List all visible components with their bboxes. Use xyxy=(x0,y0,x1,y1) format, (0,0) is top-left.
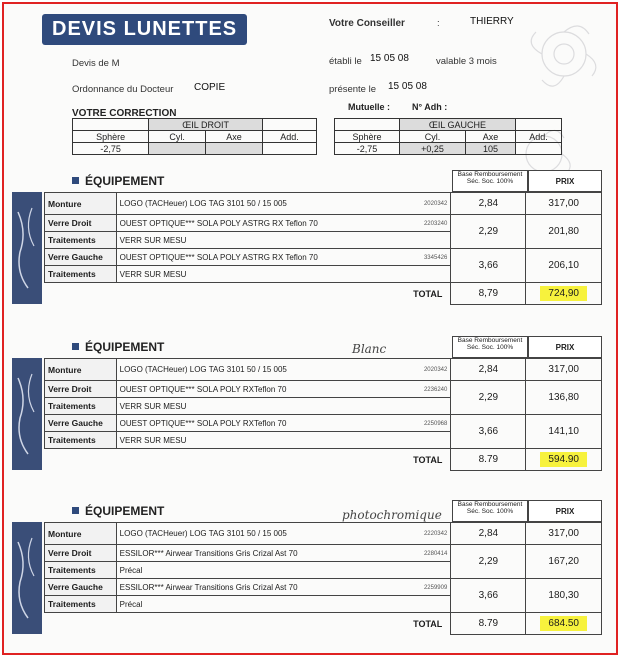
prix-header: PRIX xyxy=(528,336,602,358)
table-row xyxy=(45,545,602,562)
verre-gauche-desc: OUEST OPTIQUE*** SOLA POLY ASTRG RX Teflon 70 xyxy=(119,252,318,262)
gauche-cyl: +0,25 xyxy=(400,143,466,155)
monture-base: 2,84 xyxy=(451,193,526,215)
droit-prix: 167,20 xyxy=(526,545,602,579)
monture-code: 2020342 xyxy=(423,201,448,207)
droit-base: 2,29 xyxy=(451,545,526,579)
droit-cyl xyxy=(149,143,206,155)
gauche-add xyxy=(515,143,561,155)
total-base: 8.79 xyxy=(451,613,526,635)
row-label-verre-droit: Verre Droit xyxy=(45,215,117,232)
row-label-traitements: Traitements xyxy=(45,596,117,613)
table-row xyxy=(45,215,602,232)
adh-label: N° Adh : xyxy=(412,102,448,112)
equipement-label: ÉQUIPEMENT xyxy=(85,174,165,188)
table-row xyxy=(45,249,602,266)
bullet-square-icon xyxy=(72,507,79,514)
table-row xyxy=(45,381,602,398)
gauche-base: 3,66 xyxy=(451,579,526,613)
mutuelle-label: Mutuelle : xyxy=(348,102,390,112)
gauche-base: 3,66 xyxy=(451,249,526,283)
valable-label: valable 3 mois xyxy=(436,56,497,67)
row-label-traitements: Traitements xyxy=(45,232,117,249)
equipement-section xyxy=(12,500,602,655)
monture-prix: 317,00 xyxy=(526,359,602,381)
row-label-traitements: Traitements xyxy=(45,266,117,283)
monture-desc: LOGO (TACHeuer) LOG TAG 3101 50 / 15 005 xyxy=(119,199,287,208)
page-title: DEVIS LUNETTES xyxy=(42,14,247,45)
monture-base: 2,84 xyxy=(451,359,526,381)
monture-prix: 317,00 xyxy=(526,193,602,215)
row-label-verre-gauche: Verre Gauche xyxy=(45,579,117,596)
verre-droit-desc: ESSILOR*** Airwear Transitions Gris Crizal Ast 70 xyxy=(119,548,298,558)
droit-prix: 136,80 xyxy=(526,381,602,415)
monture-prix: 317,00 xyxy=(526,523,602,545)
side-illustration xyxy=(12,522,42,634)
base-header: Base Remboursement Séc. Soc. 100% xyxy=(452,500,528,522)
col-axe: Axe xyxy=(466,131,516,143)
monture-desc: LOGO (TACHeuer) LOG TAG 3101 50 / 15 005 xyxy=(119,529,287,538)
correction-droit-table xyxy=(72,118,317,155)
equipement-label: ÉQUIPEMENT xyxy=(85,504,165,518)
presente-label: présente le xyxy=(329,84,377,95)
verre-droit-desc: OUEST OPTIQUE*** SOLA POLY ASTRG RX Teflon 70 xyxy=(119,218,318,228)
prix-header: PRIX xyxy=(528,500,602,522)
row-label-monture: Monture xyxy=(45,359,117,381)
traitement-gauche: VERR SUR MESU xyxy=(116,266,451,283)
conseiller-name: THIERRY xyxy=(470,16,514,27)
presente-date: 15 05 08 xyxy=(388,81,427,92)
droit-base: 2,29 xyxy=(451,381,526,415)
traitement-droit: Précal xyxy=(116,562,451,579)
gauche-prix: 206,10 xyxy=(526,249,602,283)
equipement-label: ÉQUIPEMENT xyxy=(85,340,165,354)
bullet-square-icon xyxy=(72,177,79,184)
traitement-gauche: VERR SUR MESU xyxy=(116,432,451,449)
gauche-base: 3,66 xyxy=(451,415,526,449)
bullet-square-icon xyxy=(72,343,79,350)
traitement-droit: VERR SUR MESU xyxy=(116,398,451,415)
monture-code: 2220342 xyxy=(423,531,448,537)
base-header: Base Remboursement Séc. Soc. 100% xyxy=(452,170,528,192)
traitement-droit: VERR SUR MESU xyxy=(116,232,451,249)
row-label-verre-droit: Verre Droit xyxy=(45,545,117,562)
verre-droit-desc: OUEST OPTIQUE*** SOLA POLY RXTeflon 70 xyxy=(119,384,287,394)
table-row xyxy=(45,359,602,381)
etabli-label: établi le xyxy=(329,56,362,67)
side-illustration xyxy=(12,358,42,470)
side-illustration xyxy=(12,192,42,304)
base-header: Base Remboursement Séc. Soc. 100% xyxy=(452,336,528,358)
document-frame: DEVIS LUNETTES Votre Conseiller : THIERRY Devis de M établi le 15 05 08 valable 3 mois Ordonnance du Docteur COPIE présente le 15 05 08 VOTRE CORRECTION Mutuelle : N° Adh : ŒIL DROIT Sphère Cyl. Axe Add. -2,75 ŒIL GAUCHE Sphère Cyl. Axe Add. -2,75 +0,25 105 ÉQUIPEMENT Base Remboursement Séc. Soc. 100% PRIX Monture LOGO (TACHeuer) LOG TAG 3101 50 / 15 005 2020342 2,84 317,00 Verre Droit OUEST OPTIQUE*** SOLA POLY ASTRG RX Teflon 70 2203240 2,29 201,80 Traitements VERR SUR MESU Verre Gauche OUEST OPTIQUE*** SOLA POLY ASTRG RX Teflon 70 3345426 3,66 206,10 Traitements VERR SUR MESU TOTAL 8,79 724,90 ÉQUIPEMENT Base Remboursement Séc. Soc. 100% PRIX Monture LOGO (TACHeuer) LOG TAG 3101 50 / 15 005 2020342 2,84 317,00 Verre Droit OUEST OPTIQUE*** SOLA POLY RXTeflon 70 2236240 2,29 136,80 Traitements VERR SUR MESU Verre Gauche OUEST OPTIQUE*** SOLA POLY RXTeflon 70 2250968 3,66 141,10 Traitements VERR SUR MESU TOTAL 8.79 594.90 Blanc ÉQUIPEMENT Base Remboursement Séc. Soc. 100% PRIX Monture LOGO (TACHeuer) LOG TAG 3101 50 / 15 005 2220342 2,84 317,00 Verre Droit ESSILOR*** Airwear Transitions Gris Crizal Ast 70 2280414 2,29 167,20 Traitements Précal Verre Gauche ESSILOR*** Airwear Transitions Gris Crizal Ast 70 2259909 3,66 180,30 Traitements Précal TOTAL 8.79 684.50 photochromique xyxy=(2,2,618,655)
droit-add xyxy=(262,143,316,155)
row-label-monture: Monture xyxy=(45,193,117,215)
total-base: 8,79 xyxy=(451,283,526,305)
total-prix: 724,90 xyxy=(540,286,587,301)
verre-gauche-code: 2259909 xyxy=(423,584,448,591)
row-label-verre-gauche: Verre Gauche xyxy=(45,249,117,266)
droit-prix: 201,80 xyxy=(526,215,602,249)
oeil-gauche-header: ŒIL GAUCHE xyxy=(400,119,516,131)
equipement-title xyxy=(72,340,164,354)
row-label-verre-gauche: Verre Gauche xyxy=(45,415,117,432)
equipement-title xyxy=(72,174,164,188)
glasses-icon xyxy=(14,532,40,622)
table-row xyxy=(45,193,602,215)
col-cyl: Cyl. xyxy=(149,131,206,143)
gauche-axe: 105 xyxy=(466,143,516,155)
gauche-sphere: -2,75 xyxy=(335,143,400,155)
handwritten-note: photochromique xyxy=(342,508,442,522)
col-sphere: Sphère xyxy=(335,131,400,143)
glasses-icon xyxy=(14,368,40,458)
handwritten-note: Blanc xyxy=(352,342,387,356)
oeil-droit-header: ŒIL DROIT xyxy=(149,119,263,131)
droit-sphere: -2,75 xyxy=(73,143,149,155)
total-base: 8.79 xyxy=(451,449,526,471)
col-sphere: Sphère xyxy=(73,131,149,143)
total-prix: 594.90 xyxy=(540,452,587,467)
verre-gauche-desc: ESSILOR*** Airwear Transitions Gris Crizal Ast 70 xyxy=(119,582,298,592)
verre-gauche-code: 2250968 xyxy=(423,420,448,427)
table-row xyxy=(45,579,602,596)
row-label-traitements: Traitements xyxy=(45,562,117,579)
droit-axe xyxy=(206,143,263,155)
row-label-traitements: Traitements xyxy=(45,432,117,449)
col-cyl: Cyl. xyxy=(400,131,466,143)
equipement-section xyxy=(12,336,602,496)
ordonnance-label: Ordonnance du Docteur xyxy=(72,84,174,95)
droit-base: 2,29 xyxy=(451,215,526,249)
table-row xyxy=(45,415,602,432)
monture-code: 2020342 xyxy=(423,367,448,373)
row-label-verre-droit: Verre Droit xyxy=(45,381,117,398)
verre-droit-code: 2203240 xyxy=(423,220,448,227)
equipement-table xyxy=(44,358,602,471)
table-row-total xyxy=(45,283,602,305)
verre-gauche-desc: OUEST OPTIQUE*** SOLA POLY RXTeflon 70 xyxy=(119,418,287,428)
etabli-date: 15 05 08 xyxy=(370,53,409,64)
prix-header: PRIX xyxy=(528,170,602,192)
table-row xyxy=(45,523,602,545)
conseiller-label: Votre Conseiller xyxy=(329,18,405,29)
col-add: Add. xyxy=(262,131,316,143)
glasses-icon xyxy=(14,202,40,292)
equipement-title xyxy=(72,504,164,518)
equipement-section xyxy=(12,170,602,330)
ordonnance-value: COPIE xyxy=(194,82,226,93)
total-prix: 684.50 xyxy=(540,616,587,631)
verre-droit-code: 2280414 xyxy=(423,550,448,557)
table-row-total xyxy=(45,613,602,635)
correction-gauche-table xyxy=(334,118,562,155)
verre-gauche-code: 3345426 xyxy=(423,254,448,261)
col-axe: Axe xyxy=(206,131,263,143)
verre-droit-code: 2236240 xyxy=(423,386,448,393)
correction-title: VOTRE CORRECTION xyxy=(72,108,177,119)
devis-label: Devis de M xyxy=(72,58,120,69)
monture-desc: LOGO (TACHeuer) LOG TAG 3101 50 / 15 005 xyxy=(119,365,287,374)
row-label-monture: Monture xyxy=(45,523,117,545)
col-add: Add. xyxy=(515,131,561,143)
gauche-prix: 141,10 xyxy=(526,415,602,449)
row-label-traitements: Traitements xyxy=(45,398,117,415)
equipement-table xyxy=(44,522,602,635)
gauche-prix: 180,30 xyxy=(526,579,602,613)
traitement-gauche: Précal xyxy=(116,596,451,613)
equipement-table xyxy=(44,192,602,305)
total-label: TOTAL xyxy=(413,288,443,299)
monture-base: 2,84 xyxy=(451,523,526,545)
total-label: TOTAL xyxy=(413,454,443,465)
table-row-total xyxy=(45,449,602,471)
total-label: TOTAL xyxy=(413,618,443,629)
